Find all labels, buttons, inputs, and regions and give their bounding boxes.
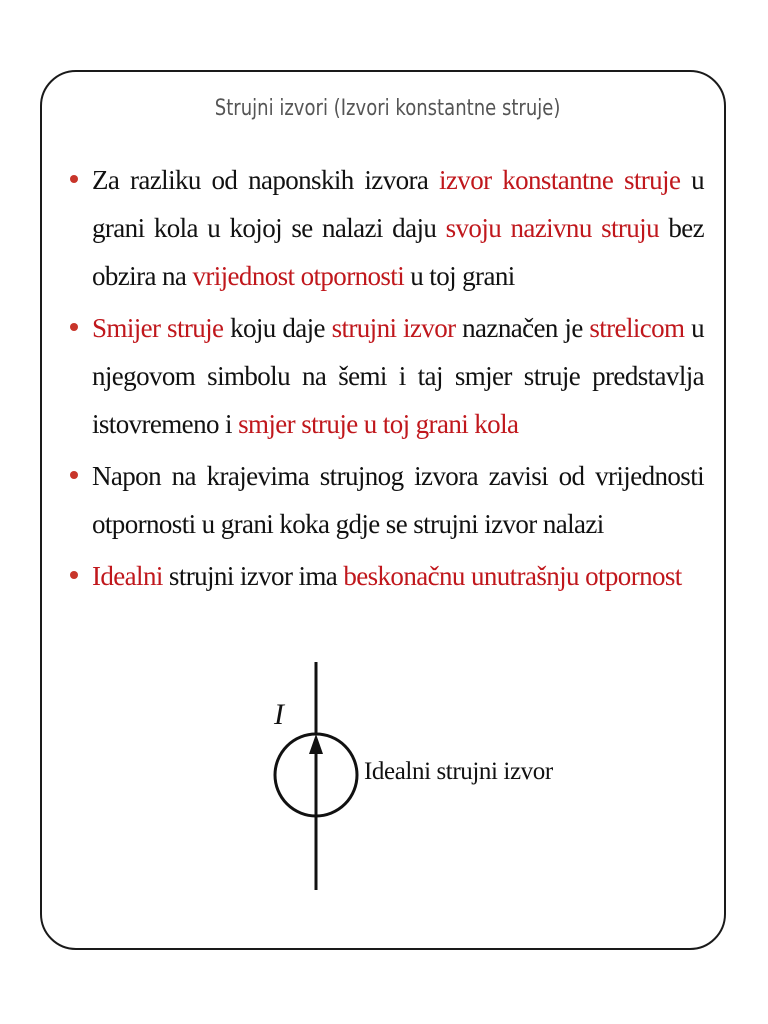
bullet-text-segment: u grani kola u kojoj se nalazi daju	[92, 165, 704, 243]
current-label: I	[274, 698, 284, 731]
bullet-text-segment: koju daje	[223, 313, 332, 343]
highlighted-term: Smijer struje	[92, 313, 224, 343]
highlighted-term: svoju nazivnu struju	[445, 213, 659, 243]
highlighted-term: Idealni	[92, 561, 163, 591]
bullet-item	[70, 452, 704, 548]
bullet-text	[92, 156, 704, 300]
bullet-text-segment: Napon na krajevima strujnog izvora zavisi od vrijednosti otpornosti u grani koka gdje se strujni izvor nalazi	[92, 461, 704, 539]
bullet-list	[70, 156, 704, 604]
highlighted-term: izvor konstantne struje	[439, 165, 681, 195]
bullet-text-segment: u toj grani	[404, 261, 515, 291]
bullet-text-segment: u njegovom simbolu na šemi i taj smjer struje predstavlja istovremeno i	[92, 313, 704, 439]
bullet-text-segment: strujni izvor ima	[162, 561, 344, 591]
bullet-item	[70, 304, 704, 448]
bullet-item	[70, 156, 704, 300]
bullet-item	[70, 552, 704, 600]
bullet-text-segment: Za razliku od naponskih izvora	[92, 165, 440, 195]
bullet-text	[92, 552, 704, 600]
bullet-dot-icon	[70, 323, 78, 331]
bullet-text-segment: naznačen je	[455, 313, 590, 343]
bullet-dot-icon	[70, 175, 78, 183]
highlighted-term: smjer struje u toj grani kola	[238, 409, 519, 439]
highlighted-term: beskonačnu unutrašnju otpornost	[343, 561, 682, 591]
highlighted-term: strujni izvor	[331, 313, 456, 343]
highlighted-term: vrijednost otpornosti	[192, 261, 405, 291]
bullet-text-segment: bez obzira na	[92, 213, 704, 291]
bullet-dot-icon	[70, 571, 78, 579]
highlighted-term: strelicom	[589, 313, 685, 343]
bullet-dot-icon	[70, 471, 78, 479]
slide-title: Strujni izvori (Izvori konstantne struje)	[214, 96, 561, 121]
diagram-caption: Idealni strujni izvor	[364, 758, 553, 785]
bullet-text	[92, 452, 704, 548]
bullet-text	[92, 304, 704, 448]
